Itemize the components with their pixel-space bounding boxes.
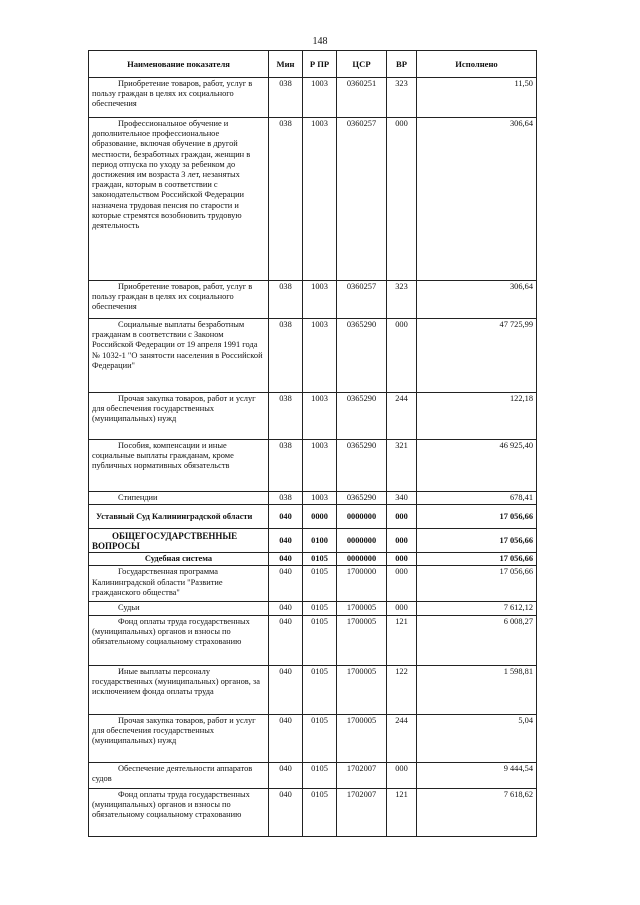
table-row xyxy=(89,319,537,393)
row-value-cell: 678,41 xyxy=(417,492,537,505)
row-vr-cell: 121 xyxy=(387,615,417,665)
row-csr-cell: 0365290 xyxy=(337,440,387,492)
row-name-cell xyxy=(89,281,269,319)
row-value-cell: 1 598,81 xyxy=(417,665,537,714)
table-row xyxy=(89,118,537,281)
row-name-cell xyxy=(89,118,269,281)
row-value-cell: 6 008,27 xyxy=(417,615,537,665)
row-name-text: Уставный Суд Калининградской области xyxy=(96,511,253,521)
table-header-row xyxy=(89,51,537,78)
table-row xyxy=(89,393,537,440)
row-name-text: Социальные выплаты безработным гражданам в соответствии с Законом Российской Федерации от 19 апреля 1991 года № 1032-1 "О занятости населения в Российской Федерации" xyxy=(92,320,263,370)
row-csr-cell: 0000000 xyxy=(337,529,387,553)
row-value-cell: 17 056,66 xyxy=(417,553,537,566)
row-vr-cell: 323 xyxy=(387,281,417,319)
row-csr-cell: 1700000 xyxy=(337,566,387,602)
row-value-cell: 47 725,99 xyxy=(417,319,537,393)
row-csr-cell: 1700005 xyxy=(337,665,387,714)
row-vr-cell: 244 xyxy=(387,714,417,762)
row-min-cell: 038 xyxy=(269,78,303,118)
row-vr-cell: 244 xyxy=(387,393,417,440)
row-min-cell: 038 xyxy=(269,440,303,492)
row-csr-cell: 0365290 xyxy=(337,393,387,440)
header-csr: ЦСР xyxy=(337,51,387,78)
row-value-cell: 306,64 xyxy=(417,118,537,281)
table-row xyxy=(89,714,537,762)
row-vr-cell: 340 xyxy=(387,492,417,505)
row-name-cell xyxy=(89,714,269,762)
row-name-cell xyxy=(89,788,269,836)
row-name-text: Пособия, компенсации и иные социальные выплаты гражданам, кроме публичных нормативных обязательств xyxy=(92,441,234,471)
row-vr-cell: 000 xyxy=(387,529,417,553)
row-csr-cell: 1700005 xyxy=(337,602,387,615)
row-name-cell xyxy=(89,553,269,566)
row-name-cell xyxy=(89,492,269,505)
row-name-cell xyxy=(89,602,269,615)
row-csr-cell: 1700005 xyxy=(337,714,387,762)
row-value-cell: 306,64 xyxy=(417,281,537,319)
table-row xyxy=(89,505,537,529)
row-rpr-cell: 1003 xyxy=(303,118,337,281)
row-vr-cell: 000 xyxy=(387,553,417,566)
row-vr-cell: 321 xyxy=(387,440,417,492)
table-row xyxy=(89,281,537,319)
table-row xyxy=(89,492,537,505)
row-rpr-cell: 1003 xyxy=(303,440,337,492)
row-name-text: Прочая закупка товаров, работ и услуг для обеспечения государственных (муниципальных) нужд xyxy=(92,394,256,424)
row-min-cell: 038 xyxy=(269,393,303,440)
row-name-cell xyxy=(89,665,269,714)
row-min-cell: 040 xyxy=(269,505,303,529)
row-csr-cell: 0000000 xyxy=(337,505,387,529)
header-min: Мин xyxy=(269,51,303,78)
row-value-cell: 11,50 xyxy=(417,78,537,118)
row-csr-cell: 0365290 xyxy=(337,319,387,393)
row-name-text: Приобретение товаров, работ, услуг в пользу граждан в целях их социального обеспечения xyxy=(92,79,253,109)
row-min-cell: 038 xyxy=(269,118,303,281)
table-row xyxy=(89,615,537,665)
row-name-text: Фонд оплаты труда государственных (муниципальных) органов и взносы по обязательному социальному страхованию xyxy=(92,616,250,647)
row-rpr-cell: 0105 xyxy=(303,566,337,602)
header-rpr: Р ПР xyxy=(303,51,337,78)
row-name-cell xyxy=(89,615,269,665)
row-min-cell: 040 xyxy=(269,602,303,615)
row-min-cell: 040 xyxy=(269,566,303,602)
row-rpr-cell: 0100 xyxy=(303,529,337,553)
row-csr-cell: 0360257 xyxy=(337,118,387,281)
row-rpr-cell: 0105 xyxy=(303,762,337,788)
table-row xyxy=(89,440,537,492)
row-vr-cell: 121 xyxy=(387,788,417,836)
table-row xyxy=(89,665,537,714)
row-vr-cell: 122 xyxy=(387,665,417,714)
row-rpr-cell: 0105 xyxy=(303,665,337,714)
row-name-text: Судьи xyxy=(118,603,140,613)
row-min-cell: 040 xyxy=(269,553,303,566)
row-min-cell: 038 xyxy=(269,319,303,393)
row-min-cell: 040 xyxy=(269,762,303,788)
row-name-text: Прочая закупка товаров, работ и услуг для обеспечения государственных (муниципальных) нужд xyxy=(92,715,256,746)
table-row xyxy=(89,788,537,836)
row-value-cell: 122,18 xyxy=(417,393,537,440)
row-name-text: ОБЩЕГОСУДАРСТВЕННЫЕ ВОПРОСЫ xyxy=(92,530,238,551)
row-name-text: Судебная система xyxy=(144,554,213,564)
row-csr-cell: 0360257 xyxy=(337,281,387,319)
table-row xyxy=(89,529,537,553)
row-name-text: Фонд оплаты труда государственных (муниципальных) органов и взносы по обязательному социальному страхованию xyxy=(92,789,250,820)
row-name-text: Обеспечение деятельности аппаратов судов xyxy=(92,763,253,783)
table-body xyxy=(89,78,537,837)
table-row xyxy=(89,566,537,602)
row-min-cell: 040 xyxy=(269,615,303,665)
row-min-cell: 040 xyxy=(269,714,303,762)
row-rpr-cell: 0105 xyxy=(303,615,337,665)
row-name-cell xyxy=(89,505,269,529)
row-name-cell xyxy=(89,440,269,492)
row-vr-cell: 000 xyxy=(387,319,417,393)
row-rpr-cell: 1003 xyxy=(303,78,337,118)
table-row xyxy=(89,602,537,615)
row-min-cell: 038 xyxy=(269,492,303,505)
row-value-cell: 7 612,12 xyxy=(417,602,537,615)
row-name-text: Профессиональное обучение и дополнительное профессиональное образование, включая обучение в другой местности, безработных граждан, женщин в период отпуска по уходу за ребенком до достижения им возраста 3 лет, незанятых граждан, которым в соответствии с законодательством Российской Федерации назначена трудовая пенсия по старости и которые стремятся возобновить трудовую деятельность xyxy=(92,119,251,231)
row-vr-cell: 000 xyxy=(387,602,417,615)
row-value-cell: 7 618,62 xyxy=(417,788,537,836)
row-name-cell xyxy=(89,566,269,602)
row-csr-cell: 1702007 xyxy=(337,762,387,788)
row-name-cell xyxy=(89,319,269,393)
row-value-cell: 9 444,54 xyxy=(417,762,537,788)
row-value-cell: 5,04 xyxy=(417,714,537,762)
row-rpr-cell: 1003 xyxy=(303,393,337,440)
row-name-text: Иные выплаты персоналу государственных (муниципальных) органов, за исключением фонда оплаты труда xyxy=(92,666,260,697)
row-min-cell: 040 xyxy=(269,665,303,714)
row-name-text: Стипендии xyxy=(118,493,158,502)
row-rpr-cell: 0105 xyxy=(303,788,337,836)
row-rpr-cell: 1003 xyxy=(303,492,337,505)
row-vr-cell: 000 xyxy=(387,118,417,281)
row-name-cell xyxy=(89,78,269,118)
row-min-cell: 038 xyxy=(269,281,303,319)
row-rpr-cell: 1003 xyxy=(303,319,337,393)
row-csr-cell: 0365290 xyxy=(337,492,387,505)
row-vr-cell: 000 xyxy=(387,762,417,788)
row-rpr-cell: 0105 xyxy=(303,714,337,762)
header-vr: ВР xyxy=(387,51,417,78)
table-row xyxy=(89,553,537,566)
page-number: 148 xyxy=(312,36,328,47)
row-value-cell: 17 056,66 xyxy=(417,529,537,553)
row-csr-cell: 1700005 xyxy=(337,615,387,665)
row-name-text: Государственная программа Калининградской области "Развитие гражданского общества" xyxy=(92,567,223,597)
budget-execution-table xyxy=(88,50,537,837)
row-value-cell: 46 925,40 xyxy=(417,440,537,492)
row-vr-cell: 323 xyxy=(387,78,417,118)
row-rpr-cell: 0105 xyxy=(303,553,337,566)
row-rpr-cell: 0105 xyxy=(303,602,337,615)
row-min-cell: 040 xyxy=(269,529,303,553)
table-row xyxy=(89,78,537,118)
row-name-cell xyxy=(89,393,269,440)
row-value-cell: 17 056,66 xyxy=(417,505,537,529)
row-name-cell xyxy=(89,762,269,788)
row-name-text: Приобретение товаров, работ, услуг в пользу граждан в целях их социального обеспечения xyxy=(92,282,253,312)
row-min-cell: 040 xyxy=(269,788,303,836)
header-value: Исполнено xyxy=(417,51,537,78)
row-vr-cell: 000 xyxy=(387,566,417,602)
row-name-cell xyxy=(89,529,269,553)
header-name: Наименование показателя xyxy=(89,51,269,78)
row-rpr-cell: 1003 xyxy=(303,281,337,319)
row-value-cell: 17 056,66 xyxy=(417,566,537,602)
row-csr-cell: 1702007 xyxy=(337,788,387,836)
table-row xyxy=(89,762,537,788)
row-vr-cell: 000 xyxy=(387,505,417,529)
row-rpr-cell: 0000 xyxy=(303,505,337,529)
row-csr-cell: 0000000 xyxy=(337,553,387,566)
row-csr-cell: 0360251 xyxy=(337,78,387,118)
